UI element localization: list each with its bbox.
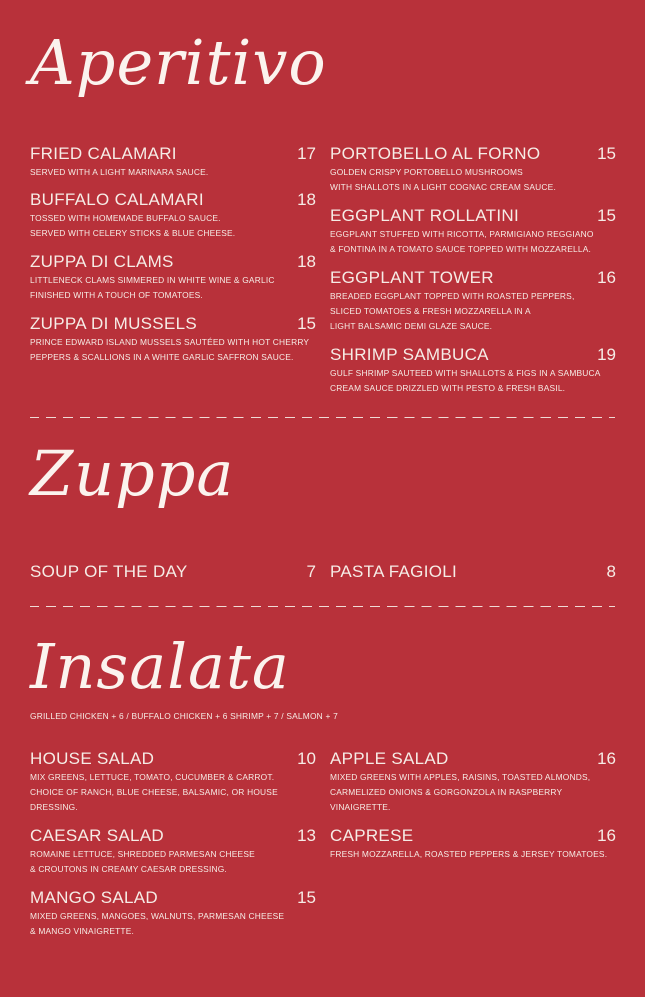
menu-item — [30, 562, 316, 582]
menu-item — [330, 268, 616, 334]
insalata-left-column — [30, 749, 316, 939]
item-name: ZUPPA DI CLAMS — [30, 252, 174, 271]
add-on-note: GRILLED CHICKEN + 6 / BUFFALO CHICKEN + 6 SHRIMP + 7 / SALMON + 7 — [30, 711, 338, 721]
menu-item — [30, 190, 316, 241]
item-description: GULF SHRIMP SAUTEED WITH SHALLOTS & FIGS IN A SAMBUCA CREAM SAUCE DRIZZLED WITH PESTO & FRESH BASIL. — [330, 368, 601, 393]
section-title-zuppa: Zuppa — [30, 437, 235, 510]
item-description: MIXED GREENS WITH APPLES, RAISINS, TOASTED ALMONDS, CARMELIZED ONIONS & GORGONZOLA IN RASPBERRY VINAIGRETTE. — [330, 772, 591, 812]
menu-item — [330, 826, 616, 862]
menu-item — [330, 345, 616, 396]
item-price: 18 — [297, 190, 316, 209]
item-description: LITTLENECK CLAMS SIMMERED IN WHITE WINE & GARLIC FINISHED WITH A TOUCH OF TOMATOES. — [30, 275, 275, 300]
section-divider — [30, 606, 615, 607]
item-name: PORTOBELLO AL FORNO — [330, 144, 541, 163]
item-description: FRESH MOZZARELLA, ROASTED PEPPERS & JERSEY TOMATOES. — [330, 849, 608, 859]
item-description: TOSSED WITH HOMEMADE BUFFALO SAUCE. SERVED WITH CELERY STICKS & BLUE CHEESE. — [30, 213, 236, 238]
item-name: CAPRESE — [330, 826, 414, 845]
item-description: MIX GREENS, LETTUCE, TOMATO, CUCUMBER & CARROT. CHOICE OF RANCH, BLUE CHEESE, BALSAMIC, OR HOUSE DRESSING. — [30, 772, 278, 812]
item-name: EGGPLANT ROLLATINI — [330, 206, 519, 225]
item-description: ROMAINE LETTUCE, SHREDDED PARMESAN CHEESE & CROUTONS IN CREAMY CAESAR DRESSING. — [30, 849, 255, 874]
item-name: EGGPLANT TOWER — [330, 268, 494, 287]
menu-item — [330, 749, 616, 815]
section-title-aperitivo: Aperitivo — [30, 26, 327, 99]
item-name: CAESAR SALAD — [30, 826, 164, 845]
item-name: SHRIMP SAMBUCA — [330, 345, 489, 364]
aperitivo-right-column — [330, 144, 616, 396]
menu-item — [30, 314, 316, 365]
menu-item — [30, 144, 316, 180]
item-name: BUFFALO CALAMARI — [30, 190, 204, 209]
item-price: 15 — [297, 314, 316, 333]
item-name: HOUSE SALAD — [30, 749, 155, 768]
zuppa-right-column — [330, 562, 616, 582]
item-name: ZUPPA DI MUSSELS — [30, 314, 197, 333]
insalata-right-column — [330, 749, 616, 862]
item-price: 10 — [297, 749, 316, 768]
item-price: 16 — [597, 749, 616, 768]
item-description: EGGPLANT STUFFED WITH RICOTTA, PARMIGIANO REGGIANO & FONTINA IN A TOMATO SAUCE TOPPED WITH MOZZARELLA. — [330, 229, 594, 254]
menu-item — [30, 252, 316, 303]
item-name: MANGO SALAD — [30, 888, 158, 907]
item-description: PRINCE EDWARD ISLAND MUSSELS SAUTÉED WITH HOT CHERRY PEPPERS & SCALLIONS IN A WHITE GARLIC SAFFRON SAUCE. — [30, 337, 310, 362]
aperitivo-left-column — [30, 144, 316, 365]
item-price: 7 — [306, 562, 316, 581]
menu-item — [330, 144, 616, 195]
item-price: 19 — [597, 345, 616, 364]
menu-item — [30, 826, 316, 877]
item-price: 17 — [297, 144, 316, 163]
item-description: SERVED WITH A LIGHT MARINARA SAUCE. — [30, 167, 209, 177]
section-title-insalata: Insalata — [30, 630, 290, 703]
item-price: 15 — [597, 206, 616, 225]
item-description: MIXED GREENS, MANGOES, WALNUTS, PARMESAN CHEESE & MANGO VINAIGRETTE. — [30, 911, 285, 936]
menu-item — [30, 749, 316, 815]
item-name: APPLE SALAD — [330, 749, 449, 768]
item-price: 16 — [597, 826, 616, 845]
menu-item — [330, 562, 616, 582]
item-price: 15 — [297, 888, 316, 907]
item-name: FRIED CALAMARI — [30, 144, 177, 163]
section-divider — [30, 417, 615, 418]
item-price: 16 — [597, 268, 616, 287]
item-price: 15 — [597, 144, 616, 163]
item-description: GOLDEN CRISPY PORTOBELLO MUSHROOMS WITH SHALLOTS IN A LIGHT COGNAC CREAM SAUCE. — [330, 167, 556, 192]
item-price: 8 — [606, 562, 616, 581]
item-name: PASTA FAGIOLI — [330, 562, 458, 581]
item-name: SOUP OF THE DAY — [30, 562, 188, 581]
item-description: BREADED EGGPLANT TOPPED WITH ROASTED PEPPERS, SLICED TOMATOES & FRESH MOZZARELLA IN A LIGHT BALSAMIC DEMI GLAZE SAUCE. — [330, 291, 575, 331]
menu-item — [30, 888, 316, 939]
item-price: 18 — [297, 252, 316, 271]
item-price: 13 — [297, 826, 316, 845]
zuppa-left-column — [30, 562, 316, 582]
menu-item — [330, 206, 616, 257]
